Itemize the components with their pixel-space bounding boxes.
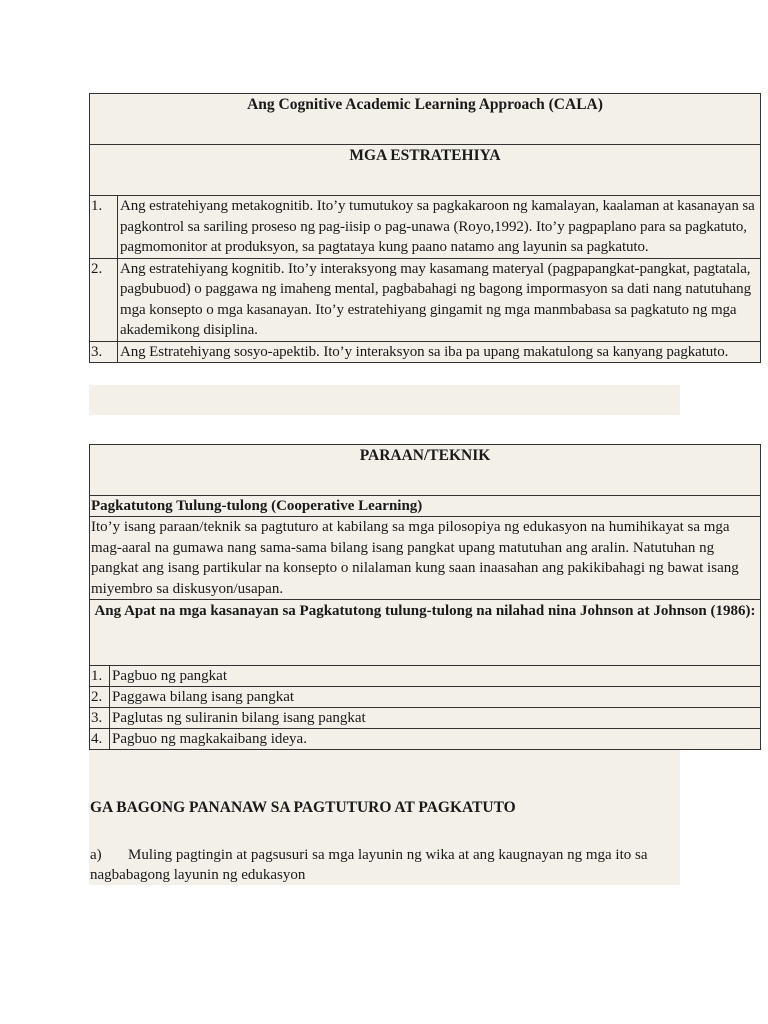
item-number: 3. [90,341,118,363]
table-row [90,708,761,729]
shaded-background-strip [89,385,680,415]
item-marker: a) [90,847,102,863]
table-row [90,687,761,708]
table-row [90,341,761,363]
cooperative-learning-subtitle: Pagkatutong Tulung-tulong (Cooperative Learning) [90,496,761,517]
item-text: Muling pagtingin at pagsusuri sa mga layunin ng wika at ang kaugnayan ng mga ito sa nagbabagong layunin ng edukasyon [90,847,648,883]
strategy-text: Ang estratehiyang metakognitib. Ito’y tumutukoy sa pagkakaroon ng kamalayan, kaalaman at kasanayan sa pagkontrol sa sariling proseso ng pag-iisip o pag-unawa (Royo,1992). Ito’y pagpaplano para sa pagkatuto, pagmomonitor at produksyon, sa pagtataya kung paano natamo ang layunin sa pagkatuto. [118,196,761,259]
item-number: 1. [90,196,118,259]
item-number: 2. [90,687,110,708]
table-row [90,729,761,750]
item-number: 4. [90,729,110,750]
bagong-pananaw-item [90,846,680,885]
table-row [90,258,761,341]
skill-text: Paglutas ng suliranin bilang isang pangkat [110,708,761,729]
paraan-heading: PARAAN/TEKNIK [90,445,761,496]
four-skills-heading: Ang Apat na mga kasanayan sa Pagkatutong tulung-tulong na nilahad nina Johnson at Johnson (1986): [90,600,761,666]
table-row [90,196,761,259]
skill-text: Pagbuo ng magkakaibang ideya. [110,729,761,750]
paraan-table [89,444,761,750]
bagong-pananaw-heading: GA BAGONG PANANAW SA PAGTUTURO AT PAGKATUTO [90,799,516,816]
item-number: 2. [90,258,118,341]
skill-text: Paggawa bilang isang pangkat [110,687,761,708]
table-row [90,666,761,687]
skill-text: Pagbuo ng pangkat [110,666,761,687]
cala-title: Ang Cognitive Academic Learning Approach (CALA) [90,94,761,145]
cala-table [89,93,761,363]
item-number: 3. [90,708,110,729]
cooperative-learning-description: Ito’y isang paraan/teknik sa pagtuturo at kabilang sa mga pilosopiya ng edukasyon na humihikayat sa mga mag-aaral na gumawa nang sama-sama bilang isang pangkat upang matutuhan ang aralin. Natutuhan ng pangkat ang isang partikular na konsepto o nilalaman kung saan inaasahan ang pakikibahagi ng bawat isang miyembro sa diskusyon/usapan. [90,517,761,600]
item-number: 1. [90,666,110,687]
strategy-text: Ang Estratehiyang sosyo-apektib. Ito’y interaksyon sa iba pa upang makatulong sa kanyang pagkatuto. [118,341,761,363]
estratehiya-heading: MGA ESTRATEHIYA [90,145,761,196]
strategy-text: Ang estratehiyang kognitib. Ito’y interaksyong may kasamang materyal (pagpapangkat-pangkat, pagtatala, pagbubuod) o paggawa ng imaheng mental, pagbabahagi ng bagong impormasyon sa dati nang natutuhang mga konsepto o mga kasanayan. Ito’y estratehiyang gingamit ng mga manmbabasa sa pagkatuto ng mga akademikong disiplina. [118,258,761,341]
